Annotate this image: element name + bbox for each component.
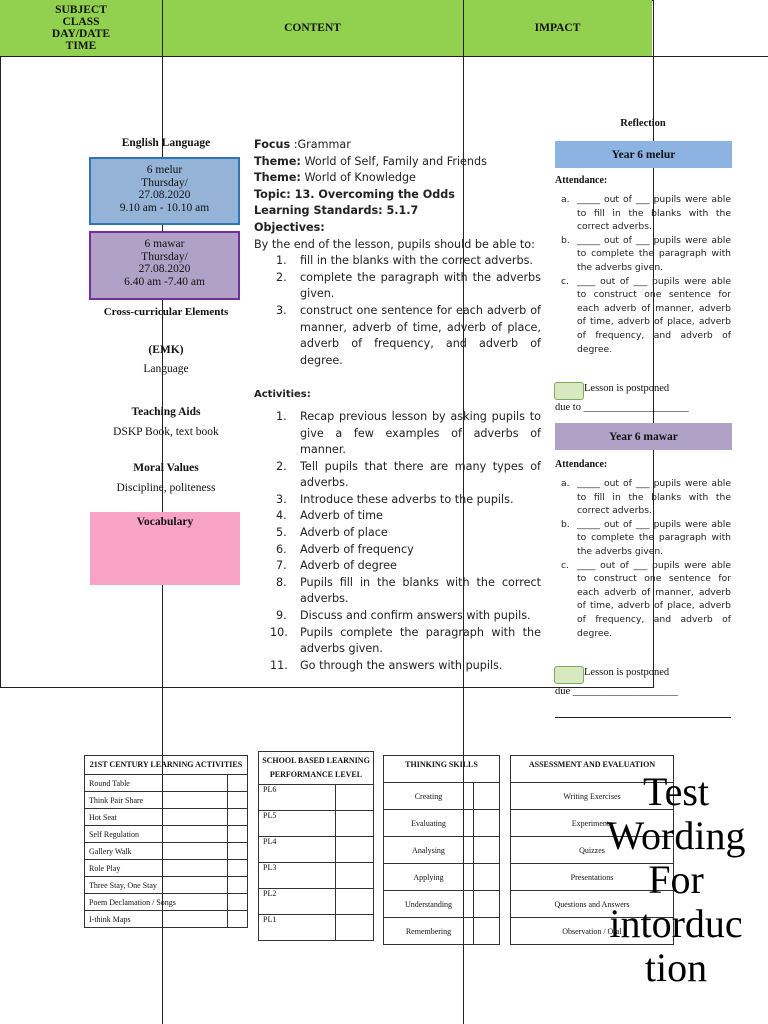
header-impact — [463, 0, 652, 56]
objectives-label: Objectives: — [254, 220, 325, 234]
activity-item: 8. Pupils fill in the blanks with the correct adverbs. — [276, 575, 541, 606]
year-banner-melur — [555, 141, 732, 168]
reflection-heading: Reflection — [620, 118, 666, 129]
moral-values-value: Discipline, politeness — [116, 482, 216, 494]
tick-cell[interactable] — [336, 811, 374, 837]
table-row: PL1 — [259, 915, 374, 941]
tick-cell[interactable] — [474, 864, 500, 891]
cross-curricular-heading: Cross-curricular Elements — [103, 306, 229, 318]
theme2-value: World of Knowledge — [304, 171, 416, 185]
table-row: Applying — [384, 864, 500, 891]
table-row: Observation / Oral — [511, 918, 674, 945]
table-row: Remembering — [384, 918, 500, 945]
class2-date: 27.08.2020 — [138, 263, 191, 275]
school-based-table — [258, 751, 374, 941]
tick-cell[interactable] — [474, 918, 500, 945]
table-row: I-think Maps — [85, 911, 248, 928]
tick-cell[interactable] — [336, 837, 374, 863]
overlay-line: intorduc — [609, 901, 743, 946]
class2-day: Thursday/ — [141, 250, 188, 263]
activity-item: 7. Adverb of degree — [276, 559, 397, 573]
header-impact-label: IMPACT — [534, 22, 581, 34]
theme2-label: Theme: — [254, 171, 301, 185]
impact-item: b. _____ out of ___ pupils were able to complete the paragraph with the adverbs given. — [561, 234, 731, 273]
year1-label: Year 6 melur — [611, 148, 676, 161]
postponed-checkbox-1[interactable] — [554, 382, 584, 400]
impact-item: c. ____ out of ___ pupils were able to construct one sentence for each adverb of manner, adverb of time, adverb of place, adverb of frequency, and adverb of degree. — [561, 275, 731, 355]
theme-line-2 — [254, 170, 541, 187]
table-row: Understanding — [384, 891, 500, 918]
table-row: PL6 — [259, 785, 374, 811]
class2-name: 6 mawar — [144, 238, 185, 250]
tick-cell[interactable] — [336, 915, 374, 941]
emk-value: Language — [143, 363, 189, 375]
table-row: Hot Seat — [85, 809, 248, 826]
vocabulary-heading: Vocabulary — [136, 516, 194, 528]
teaching-aids-heading: Teaching Aids — [131, 406, 201, 418]
activity-item: 5. Adverb of place — [276, 526, 388, 540]
century-heading: 21ST CENTURY LEARNING ACTIVITIES — [85, 756, 248, 775]
impact-item: a. _____ out of ___ pupils were able to fill in the blanks with the correct adverbs. — [561, 478, 731, 517]
table-row: Self Regulation — [85, 826, 248, 843]
table-row: Three Stay, One Stay — [85, 877, 248, 894]
tick-cell[interactable] — [228, 877, 248, 894]
assessment-heading: ASSESSMENT AND EVALUATION — [511, 756, 674, 783]
table-row: PL3 — [259, 863, 374, 889]
subject-name: English Language — [121, 137, 211, 149]
activity-item: 10. Pupils complete the paragraph with the adverbs given. — [270, 625, 541, 656]
objective-item: 1. fill in the blanks with the correct adverbs. — [276, 254, 533, 268]
thinking-skills-table — [383, 755, 500, 945]
table-row: Round Table — [85, 775, 248, 792]
focus-line — [254, 137, 541, 154]
activity-item: 3. Introduce these adverbs to the pupils. — [276, 492, 514, 506]
tick-cell[interactable] — [474, 891, 500, 918]
tick-cell[interactable] — [336, 889, 374, 915]
impact-item: b. _____ out of ___ pupils were able to complete the paragraph with the adverbs given. — [561, 518, 731, 557]
tick-cell[interactable] — [474, 783, 500, 810]
year-banner-mawar — [555, 423, 732, 450]
activity-item: 2. Tell pupils that there are many types of adverbs. — [276, 459, 541, 490]
tick-cell[interactable] — [228, 911, 248, 928]
activity-item: 11. Go through the answers with pupils. — [270, 658, 503, 672]
table-row: Questions and Answers — [511, 891, 674, 918]
tick-cell[interactable] — [228, 775, 248, 792]
class-box-melur — [89, 157, 240, 225]
table-row: PL4 — [259, 837, 374, 863]
year2-label: Year 6 mawar — [609, 430, 678, 443]
table-row: Gallery Walk — [85, 843, 248, 860]
table-row: Presentations — [511, 864, 674, 891]
impact-item: c. ____ out of ___ pupils were able to construct one sentence for each adverb of manner, adverb of time, adverb of place, adverb of frequency, and adverb of degree. — [561, 559, 731, 639]
class-box-mawar — [89, 231, 240, 300]
postponed-checkbox-2[interactable] — [554, 666, 584, 684]
header-class: CLASS — [62, 16, 100, 28]
focus-label: Focus — [254, 138, 291, 151]
activity-item: 4. Adverb of time — [276, 509, 383, 523]
signature-line — [555, 717, 731, 718]
table-row: PL2 — [259, 889, 374, 915]
focus-value: :Grammar — [293, 138, 351, 151]
table-row: PL5 — [259, 811, 374, 837]
table-row: Evaluating — [384, 810, 500, 837]
table-row: Quizzes — [511, 837, 674, 864]
tick-cell[interactable] — [336, 785, 374, 811]
tick-cell[interactable] — [474, 837, 500, 864]
header-daydate: DAY/DATE — [51, 28, 111, 40]
table-row: Creating — [384, 783, 500, 810]
overlay-line: tion — [644, 945, 708, 990]
due-line-1: due to ____________________ — [555, 402, 689, 413]
overlay-line: Test — [642, 769, 710, 814]
tick-cell[interactable] — [228, 826, 248, 843]
class1-date: 27.08.2020 — [138, 189, 191, 201]
overlay-line: Wording — [606, 813, 746, 858]
impact-item: a. _____ out of ___ pupils were able to fill in the blanks with the correct adverbs. — [561, 194, 731, 233]
table-row: Analysing — [384, 837, 500, 864]
activity-item: 1. Recap previous lesson by asking pupils to give a few examples of adverbs of manner. — [276, 409, 541, 457]
topic-line: Topic: 13. Overcoming the Odds — [254, 187, 455, 201]
class1-day: Thursday/ — [141, 176, 188, 189]
postponed-label-2: Lesson is postponed — [584, 667, 670, 678]
tick-cell[interactable] — [228, 792, 248, 809]
table-row: Poem Declamation / Songs — [85, 894, 248, 911]
due-line-2: due ____________________ — [555, 686, 678, 697]
learning-standards: Learning Standards: 5.1.7 — [254, 204, 419, 218]
objective-item: 2. complete the paragraph with the adverbs given. — [276, 270, 541, 301]
postponed-label-1: Lesson is postponed — [584, 383, 670, 394]
attendance-label-1: Attendance: — [555, 175, 608, 186]
school-heading: SCHOOL BASED LEARNING PERFORMANCE LEVEL — [259, 752, 374, 785]
impact-list-2 — [555, 477, 731, 640]
thinking-heading: THINKING SKILLS — [384, 756, 500, 783]
attendance-label-2: Attendance: — [555, 459, 608, 470]
moral-values-heading: Moral Values — [133, 462, 199, 474]
header-content — [162, 0, 463, 56]
header-divider — [0, 56, 768, 57]
activities-list — [254, 409, 541, 675]
activities-label: Activities: — [254, 389, 311, 401]
header-subject: SUBJECT — [55, 4, 107, 16]
class1-time: 9.10 am - 10.10 am — [119, 201, 210, 214]
theme1-label: Theme: — [254, 154, 301, 168]
table-row: Think Pair Share — [85, 792, 248, 809]
overlay-text — [590, 770, 762, 990]
content-column — [254, 137, 541, 674]
vocabulary-box — [90, 512, 240, 585]
tick-cell[interactable] — [228, 843, 248, 860]
century-learning-table — [84, 755, 248, 928]
objectives-intro: By the end of the lesson, pupils should be able to: — [254, 237, 535, 251]
class2-time: 6.40 am -7.40 am — [124, 275, 205, 288]
objective-item: 3. construct one sentence for each adverb of manner, adverb of time, adverb of place, adverb of frequency, and adverb of degree. — [276, 303, 541, 367]
header-content-label: CONTENT — [284, 22, 341, 34]
tick-cell[interactable] — [228, 894, 248, 911]
class1-name: 6 melur — [146, 164, 183, 176]
header-col1 — [0, 0, 162, 56]
emk-heading: (EMK) — [148, 344, 184, 356]
header-time: TIME — [65, 40, 97, 52]
theme1-value: World of Self, Family and Friends — [304, 154, 487, 168]
theme-line-1 — [254, 154, 541, 171]
objectives-list — [254, 253, 541, 369]
impact-list-1 — [555, 193, 731, 356]
tick-cell[interactable] — [474, 810, 500, 837]
table-row: Writing Exercises — [511, 783, 674, 810]
table-row: Role Play — [85, 860, 248, 877]
activity-item: 6. Adverb of frequency — [276, 542, 414, 556]
tick-cell[interactable] — [228, 860, 248, 877]
tick-cell[interactable] — [228, 809, 248, 826]
teaching-aids-value: DSKP Book, text book — [113, 426, 219, 438]
overlay-line: For — [648, 857, 704, 902]
table-row: Experiments — [511, 810, 674, 837]
tick-cell[interactable] — [336, 863, 374, 889]
activity-item: 9. Discuss and confirm answers with pupils. — [276, 609, 531, 623]
